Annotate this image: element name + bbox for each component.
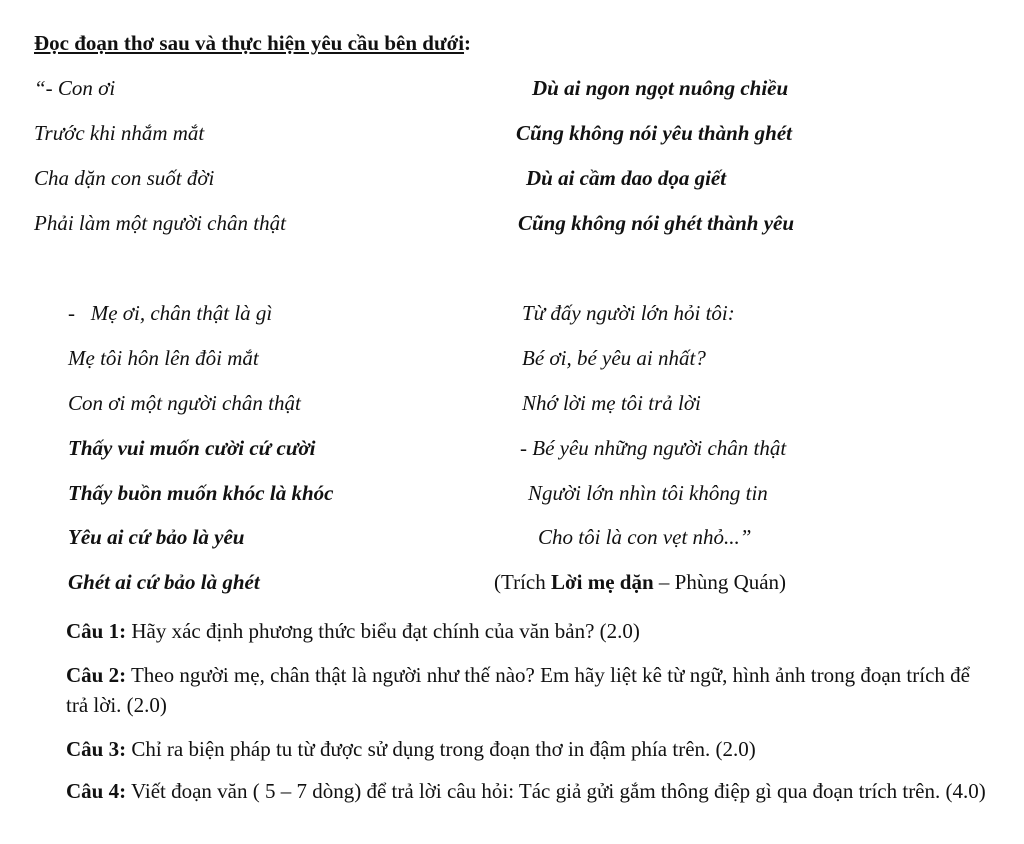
stanza2-left-line-2: Mẹ tôi hôn lên đôi mắt (68, 346, 259, 370)
question-4 (66, 776, 986, 806)
question-text: Viết đoạn văn ( 5 – 7 dòng) để trả lời câu hỏi: Tác giả gửi gắm thông điệp gì qua đoạn trích trên. (4.0) (126, 779, 986, 803)
stanza1-right-line-4: Cũng không nói ghét thành yêu (518, 211, 795, 235)
question-label: Câu 2: (66, 663, 127, 687)
stanza2-left-line-4: Thấy vui muốn cười cứ cười (68, 436, 316, 460)
stanza1-left-line-1: “- Con ơi (34, 76, 116, 100)
stanza1-left-line-4: Phải làm một người chân thật (34, 211, 286, 235)
heading-text: Đọc đoạn thơ sau và thực hiện yêu cầu bên dưới (34, 31, 465, 55)
stanza2-left-line-1: - Mẹ ơi, chân thật là gì (68, 301, 273, 325)
question-label: Câu 4: (66, 779, 127, 803)
stanza2-right-line-3: Nhớ lời mẹ tôi trả lời (522, 391, 701, 415)
stanza1-right-line-1: Dù ai ngon ngọt nuông chiều (532, 76, 789, 100)
citation-prefix: (Trích (494, 570, 551, 594)
stanza1-right-line-3: Dù ai cầm dao dọa giết (526, 166, 727, 190)
stanza2-left-line-6: Yêu ai cứ bảo là yêu (68, 525, 245, 549)
heading-colon: : (464, 31, 472, 55)
stanza2-right-line-1: Từ đấy người lớn hỏi tôi: (522, 301, 735, 325)
stanza2-right-line-6: Cho tôi là con vẹt nhỏ...” (538, 525, 752, 549)
stanza2-right-line-2: Bé ơi, bé yêu ai nhất? (522, 346, 706, 370)
stanza1-left-line-2: Trước khi nhắm mắt (34, 121, 205, 145)
stanza1-left-line-3: Cha dặn con suốt đời (34, 166, 215, 190)
stanza2-left-line-3: Con ơi một người chân thật (68, 391, 301, 415)
question-2 (66, 660, 986, 721)
question-text: Chỉ ra biện pháp tu từ được sử dụng trong đoạn thơ in đậm phía trên. (2.0) (126, 737, 756, 761)
citation-suffix: – Phùng Quán) (653, 570, 787, 594)
question-text: Hãy xác định phương thức biểu đạt chính của văn bản? (2.0) (126, 619, 640, 643)
question-label: Câu 3: (66, 737, 127, 761)
question-label: Câu 1: (66, 619, 127, 643)
stanza2-left-line-7: Ghét ai cứ bảo là ghét (68, 570, 260, 594)
question-text: Theo người mẹ, chân thật là người như thế nào? Em hãy liệt kê từ ngữ, hình ảnh trong đoạn trích để trả lời. (2.0) (66, 663, 970, 718)
stanza1-right-line-2: Cũng không nói yêu thành ghét (516, 121, 793, 145)
stanza2-left-line-5: Thấy buồn muốn khóc là khóc (68, 481, 334, 505)
stanza2-right-line-5: Người lớn nhìn tôi không tin (528, 481, 768, 505)
citation-title: Lời mẹ dặn (550, 570, 654, 594)
citation (494, 570, 786, 595)
question-3 (66, 734, 986, 764)
stanza2-right-line-4: - Bé yêu những người chân thật (520, 436, 787, 460)
question-1 (66, 616, 986, 646)
instruction-heading (34, 31, 471, 56)
